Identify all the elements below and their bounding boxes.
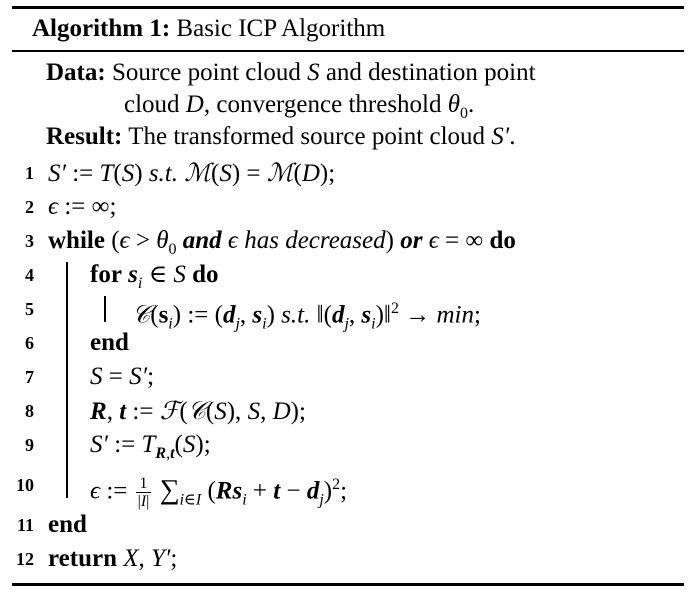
code-line-8: R, t := ℱ(𝒞(S), S, D);	[90, 396, 306, 425]
result-text: The transformed source point cloud	[128, 123, 486, 150]
for-block-bar	[104, 296, 106, 322]
keyword-end: end	[90, 329, 129, 356]
top-rule	[12, 6, 684, 9]
keyword-end: end	[48, 511, 87, 538]
line-number: 9	[25, 435, 34, 455]
data-line-1	[46, 58, 536, 88]
line-number: 8	[25, 401, 34, 421]
data-label: Data:	[46, 59, 106, 86]
line-number: 1	[25, 163, 34, 183]
code-line-10: ϵ := $\frac{1}{|I|}$ $\sum_{i\in I}$ $(Rs_i + t - d_j)^2$;	[90, 474, 348, 511]
line-number: 4	[25, 265, 34, 285]
code-line-4: for $s_i$ ∈ S do	[90, 261, 219, 292]
code-line-12: return X, Y′;	[48, 545, 178, 572]
line-number: 11	[16, 515, 34, 535]
bottom-rule	[12, 583, 684, 586]
line-number: 2	[25, 197, 34, 217]
data-text: and destination point	[325, 59, 536, 86]
data-text: cloud	[124, 91, 180, 118]
keyword-while: while	[48, 227, 105, 254]
code-line-11	[48, 510, 87, 540]
keyword-do: do	[192, 261, 219, 288]
keyword-return: return	[48, 545, 117, 572]
result-line	[46, 122, 516, 152]
code-line-6	[90, 328, 129, 358]
keyword-or: or	[400, 227, 423, 254]
data-var-s: S	[307, 59, 320, 86]
result-var: S′	[491, 123, 510, 150]
while-block-bar	[66, 262, 68, 498]
fraction: $\frac{1}{|I|}$	[137, 475, 150, 511]
code-line-2: ϵ := ∞;	[48, 193, 117, 220]
data-text: , convergence threshold	[203, 91, 442, 118]
code-line-9: S′ := $T_{R,t}(S)$;	[90, 431, 211, 462]
line-number: 12	[16, 549, 34, 569]
line-number: 5	[25, 299, 34, 319]
line-number: 3	[25, 231, 34, 251]
data-text: .	[468, 91, 475, 118]
code-line-3: while ($\epsilon > \theta_0$ and ϵ has decreased) or ϵ = ∞ do	[48, 227, 516, 258]
line-number: 10	[16, 475, 34, 495]
result-label: Result:	[46, 123, 123, 150]
header-rule	[12, 50, 684, 52]
theta-subscript: 0	[460, 105, 469, 122]
keyword-for: for	[90, 261, 122, 288]
algorithm-header	[32, 14, 385, 44]
code-line-5: $𝒞(s_i)$ := ($d_j$, $s_i$) s.t. $‖(d_j$, $s_i)‖^2 \to \min$;	[132, 299, 481, 333]
result-text: .	[509, 123, 516, 150]
line-number: 6	[25, 333, 34, 353]
algorithm-label: Algorithm 1:	[32, 15, 171, 42]
line-number: 7	[25, 367, 34, 387]
data-text: Source point cloud	[111, 59, 301, 86]
data-var-d: D	[185, 91, 204, 118]
keyword-and: and	[182, 227, 222, 254]
code-line-1: S′ := T(S) s.t. ℳ(S) = ℳ(D);	[48, 158, 336, 187]
algorithm-title: Basic ICP Algorithm	[176, 15, 386, 42]
code-line-7: S = S′;	[90, 363, 155, 390]
keyword-do: do	[489, 227, 516, 254]
theta-symbol: θ	[447, 91, 461, 118]
